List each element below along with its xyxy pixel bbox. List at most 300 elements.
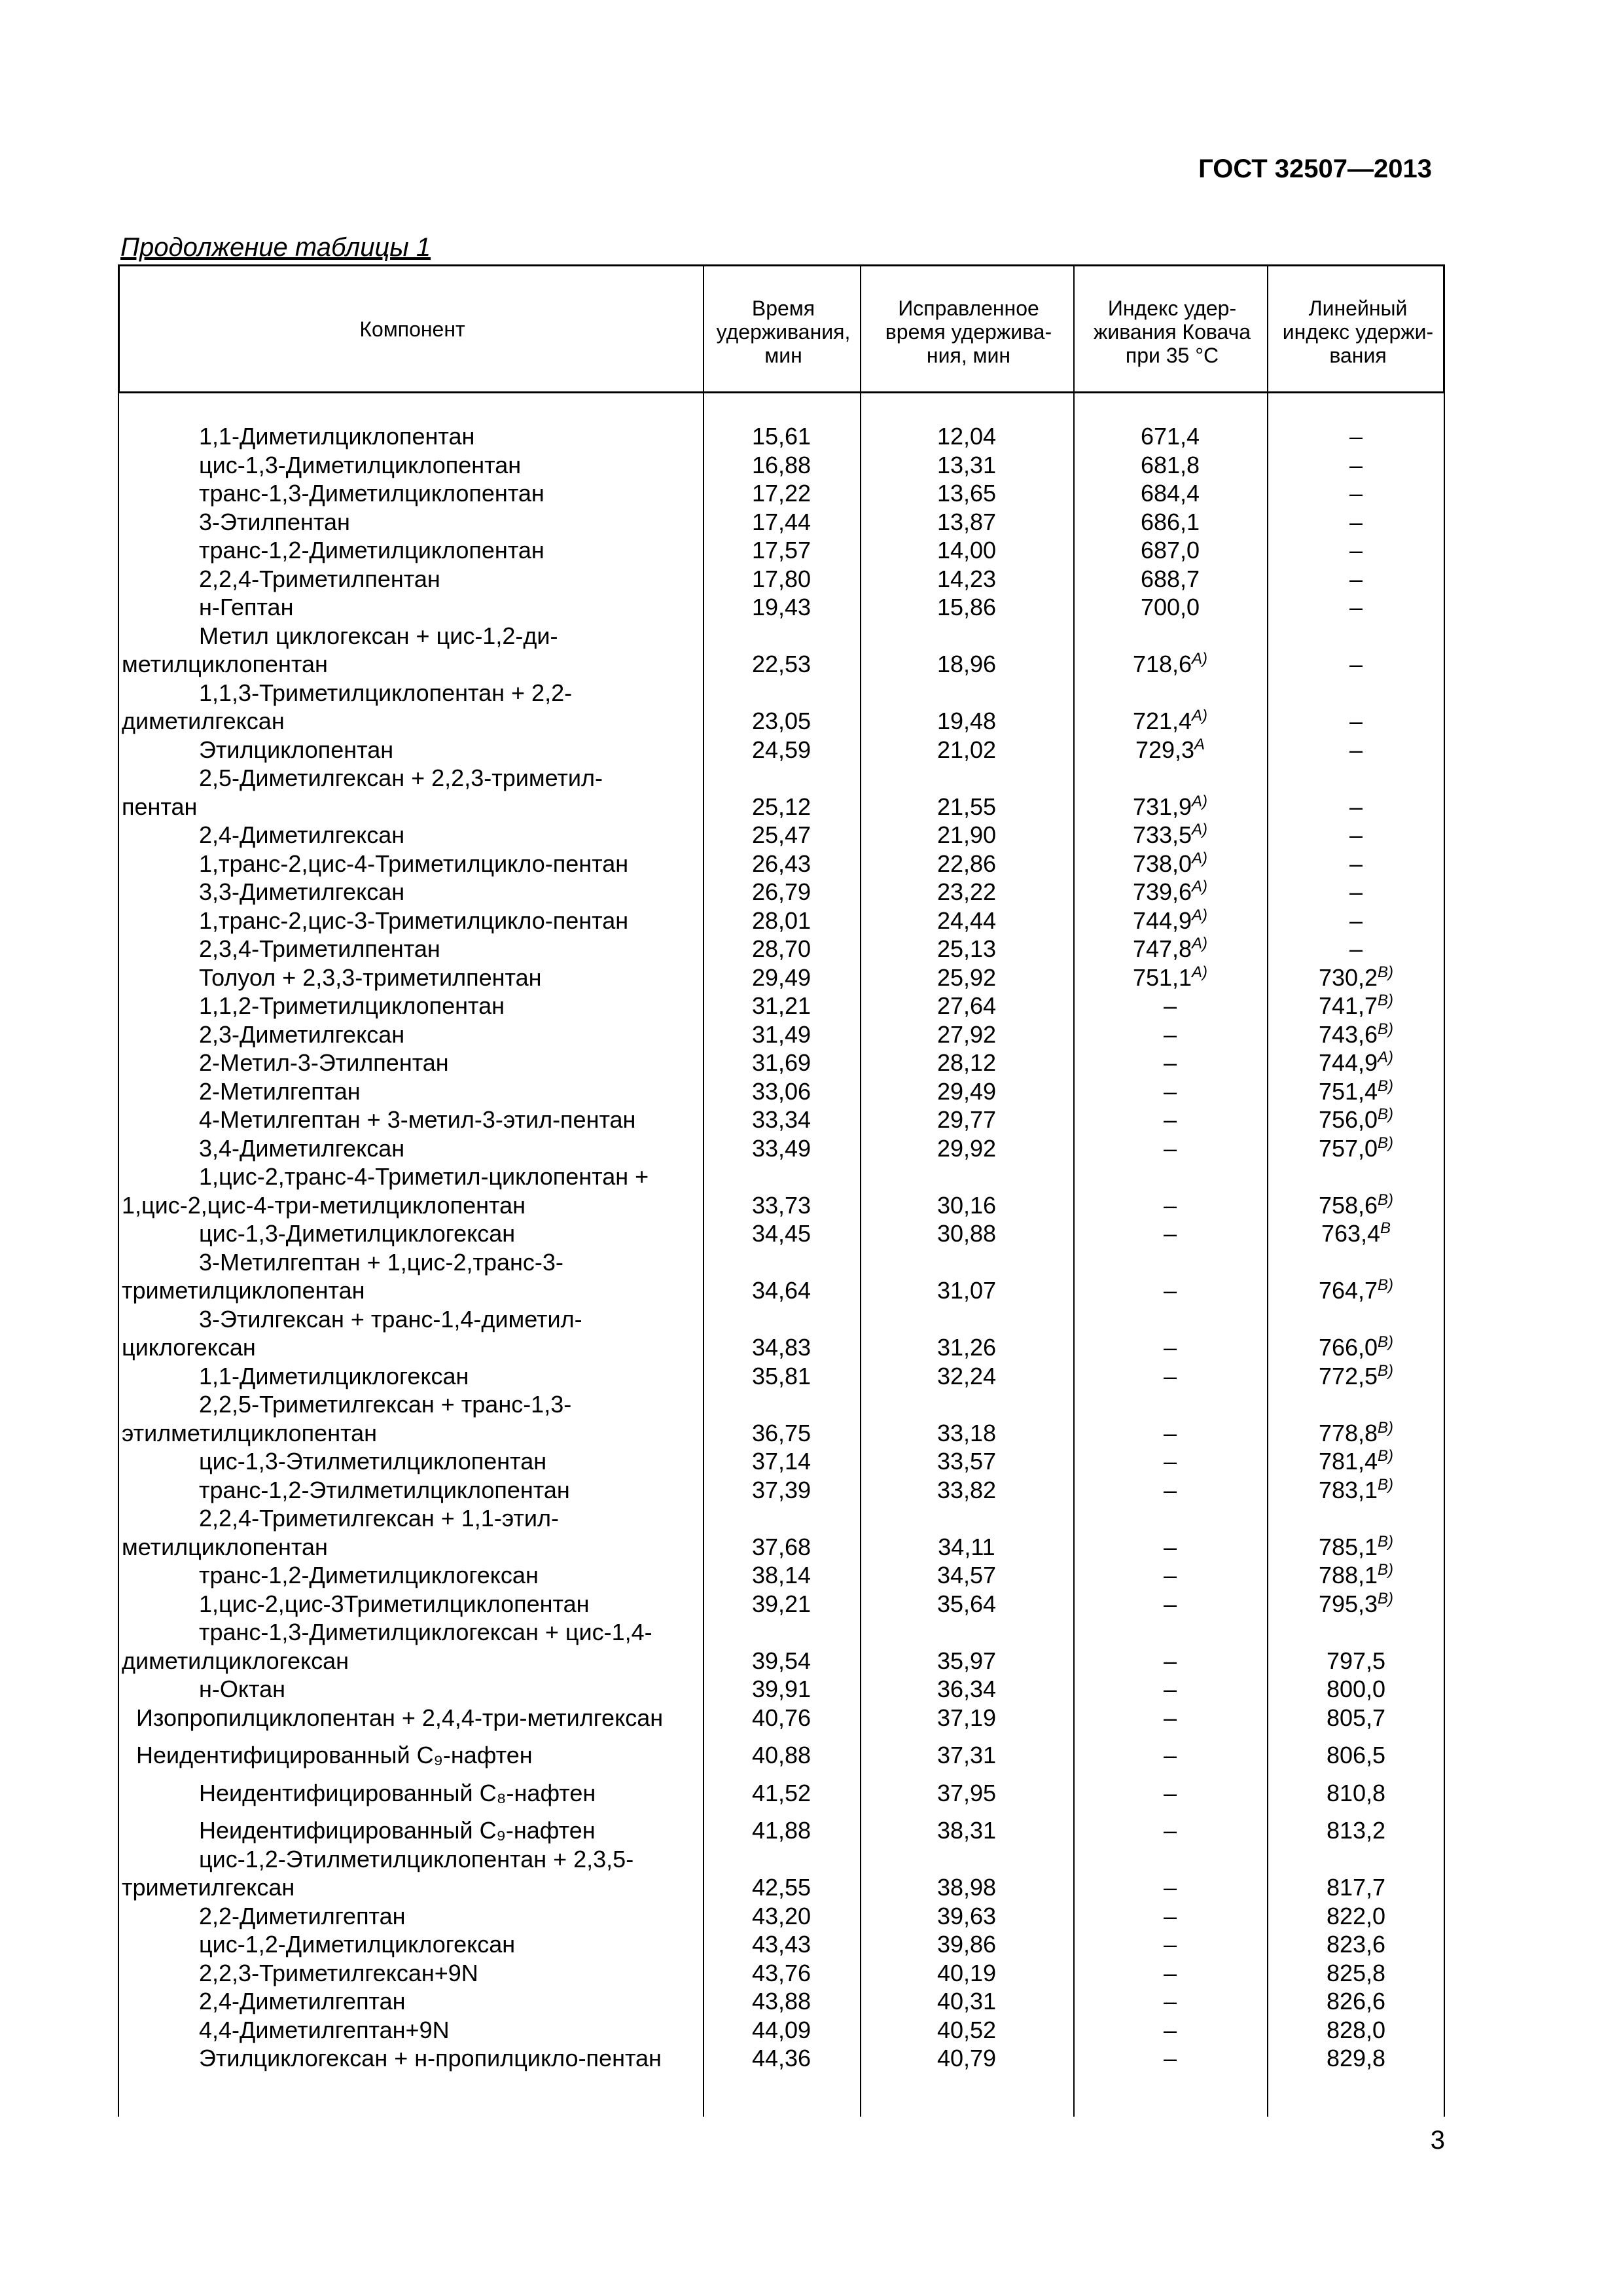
- kovats-index: $744,9^{А)}$: [1132, 906, 1208, 934]
- component-name: 1,1-Диметилциклопентан: [199, 423, 475, 450]
- adjusted-retention-time: 29,49: [936, 1077, 997, 1105]
- table-row: [118, 536, 1445, 565]
- linear-retention-index: 806,5: [1326, 1742, 1386, 1768]
- kovats-index: –: [1163, 1647, 1177, 1674]
- retention-time: 22,53: [751, 651, 812, 677]
- adjusted-retention-time: 32,24: [936, 1362, 997, 1390]
- retention-time: 37,14: [751, 1448, 812, 1475]
- column-header-line: удерживания,: [716, 319, 851, 344]
- component-name: транс-1,2-Диметилциклопентан: [199, 537, 544, 564]
- kovats-index: –: [1163, 1362, 1177, 1390]
- component-name: 2-Метил-3-Этилпентан: [199, 1049, 449, 1076]
- retention-time: 24,59: [751, 736, 812, 763]
- retention-time: 41,52: [751, 1779, 812, 1806]
- retention-time: 19,43: [751, 594, 812, 620]
- kovats-index: –: [1163, 2045, 1177, 2072]
- linear-retention-index: –: [1349, 878, 1363, 905]
- retention-time: 37,39: [751, 1476, 812, 1503]
- component-name: Этилциклопентан: [199, 736, 394, 763]
- footnote-mark: А): [1192, 963, 1208, 981]
- kovats-index: 681,8: [1140, 451, 1200, 478]
- retention-time: 33,06: [751, 1077, 812, 1105]
- component-name: 2,4-Диметилгексан: [199, 821, 405, 848]
- component-name: 1,1-Диметилциклогексан: [199, 1362, 469, 1390]
- table-row: [118, 1105, 1445, 1134]
- adjusted-retention-time: 14,00: [936, 537, 997, 564]
- adjusted-retention-time: 12,04: [936, 423, 997, 450]
- adjusted-retention-time: 29,77: [936, 1106, 997, 1133]
- component-name: транс-1,2-Диметилциклогексан: [199, 1562, 539, 1588]
- column-header-line: мин: [764, 343, 802, 367]
- kovats-index: –: [1163, 1020, 1177, 1048]
- adjusted-retention-time: 37,19: [936, 1704, 997, 1731]
- adjusted-retention-time: 31,07: [936, 1277, 997, 1304]
- component-name: 2,2,4-Триметилпентан: [199, 565, 440, 592]
- retention-time: 26,43: [751, 850, 812, 877]
- retention-time: 28,01: [751, 906, 812, 934]
- column-header-line: индекс удержи-: [1282, 319, 1434, 344]
- component-name: 4,4-Диметилгептан+9N: [199, 2016, 450, 2043]
- retention-time: 43,88: [751, 1988, 812, 2015]
- table-row: [118, 1219, 1445, 1248]
- adjusted-retention-time: 21,55: [936, 793, 997, 820]
- component-name: 3-Этилпентан: [199, 508, 350, 535]
- table-header: [118, 264, 1445, 393]
- footnote-mark: В): [1378, 1361, 1394, 1380]
- retention-time: 34,83: [751, 1334, 812, 1361]
- table-row: [118, 1930, 1445, 1959]
- footnote-mark: В): [1378, 1134, 1394, 1152]
- component-name: 2,2,3-Триметилгексан+9N: [199, 1959, 478, 1986]
- linear-retention-index: $756,0^{В)}$: [1318, 1105, 1394, 1133]
- table-row: [118, 1248, 1445, 1305]
- footnote-mark: В): [1378, 1077, 1394, 1095]
- row-spacer: [118, 1807, 1445, 1816]
- footnote-mark: В): [1378, 1589, 1394, 1607]
- column-header-line: при 35 °С: [1125, 343, 1219, 367]
- component-name: цис-1,2-Этилметилциклопентан + 2,3,5- триметилгексан: [122, 1845, 634, 1901]
- adjusted-retention-time: 35,97: [936, 1647, 997, 1674]
- adjusted-retention-time: 15,86: [936, 594, 997, 620]
- table-caption: Продолжение таблицы 1: [120, 233, 431, 262]
- component-name: 3-Метилгептан + 1,цис-2,транс-3- триметилциклопентан: [122, 1248, 563, 1304]
- component-name: Неидентифицированный С₈-нафтен: [199, 1779, 596, 1806]
- adjusted-retention-time: 39,63: [936, 1902, 997, 1929]
- table-row: [118, 1816, 1445, 1845]
- adjusted-retention-time: 35,64: [936, 1590, 997, 1617]
- table-row: [118, 1020, 1445, 1049]
- table-row: [118, 1779, 1445, 1808]
- adjusted-retention-time: 14,23: [936, 565, 997, 592]
- component-name: 2,3,4-Триметилпентан: [199, 935, 440, 962]
- retention-time: 29,49: [751, 963, 812, 991]
- footnote-mark: В): [1378, 1276, 1394, 1294]
- retention-time: 17,22: [751, 480, 812, 507]
- linear-retention-index: 797,5: [1326, 1647, 1386, 1674]
- kovats-index: –: [1163, 992, 1177, 1019]
- adjusted-retention-time: 31,26: [936, 1334, 997, 1361]
- adjusted-retention-time: 29,92: [936, 1134, 997, 1162]
- adjusted-retention-time: 37,95: [936, 1779, 997, 1806]
- component-name: н-Октан: [199, 1676, 286, 1702]
- table-row: [118, 1476, 1445, 1505]
- kovats-index: –: [1163, 1049, 1177, 1076]
- kovats-index: $739,6^{А)}$: [1132, 878, 1208, 905]
- kovats-index: –: [1163, 1562, 1177, 1588]
- linear-retention-index: –: [1349, 708, 1363, 734]
- component-name: 1,цис-2,транс-4-Триметил-циклопентан + 1,цис-2,цис-4-три-метилциклопентан: [122, 1163, 649, 1219]
- adjusted-retention-time: 33,18: [936, 1419, 997, 1446]
- kovats-index: $747,8^{А)}$: [1132, 935, 1208, 962]
- linear-retention-index: $758,6^{В)}$: [1318, 1191, 1394, 1219]
- footnote-mark: В): [1378, 1418, 1394, 1437]
- kovats-index: –: [1163, 1742, 1177, 1768]
- retention-time: 33,34: [751, 1106, 812, 1133]
- table-row: [118, 1504, 1445, 1561]
- component-name: цис-1,3-Диметилциклогексан: [199, 1220, 516, 1247]
- adjusted-retention-time: 30,88: [936, 1220, 997, 1247]
- adjusted-retention-time: 13,87: [936, 508, 997, 535]
- component-name: 2,5-Диметилгексан + 2,2,3-триметил- пентан: [122, 764, 603, 820]
- adjusted-retention-time: 13,65: [936, 480, 997, 507]
- linear-retention-index: 829,8: [1326, 2045, 1386, 2072]
- adjusted-retention-time: 24,44: [936, 906, 997, 934]
- linear-retention-index: $741,7^{В)}$: [1318, 992, 1394, 1019]
- table-row: [118, 2016, 1445, 2045]
- table-row: [118, 1162, 1445, 1219]
- linear-retention-index: $730,2^{В)}$: [1318, 963, 1394, 991]
- data-table: [118, 264, 1445, 2073]
- linear-retention-index: –: [1349, 651, 1363, 677]
- component-name: 2,2,5-Триметилгексан + транс-1,3- этилметилциклопентан: [122, 1391, 572, 1446]
- table-row: [118, 1049, 1445, 1077]
- table-row: [118, 1561, 1445, 1590]
- kovats-index: –: [1163, 1931, 1177, 1958]
- table-row: [118, 1741, 1445, 1770]
- column-header-line: время удержива-: [885, 319, 1052, 344]
- linear-retention-index: $751,4^{В)}$: [1318, 1077, 1394, 1105]
- linear-retention-index: $795,3^{В)}$: [1318, 1589, 1394, 1617]
- component-name: Толуол + 2,3,3-триметилпентан: [199, 963, 542, 991]
- linear-retention-index: 825,8: [1326, 1959, 1386, 1986]
- column-header-line: вания: [1329, 343, 1387, 367]
- table-row: [118, 508, 1445, 537]
- linear-retention-index: 813,2: [1326, 1817, 1386, 1844]
- adjusted-retention-time: 33,82: [936, 1476, 997, 1503]
- table-row: [118, 1590, 1445, 1619]
- linear-retention-index: $772,5^{В)}$: [1318, 1361, 1394, 1390]
- column-header-line: Линейный: [1308, 296, 1408, 320]
- adjusted-retention-time: 13,31: [936, 451, 997, 478]
- kovats-index: $718,6^{А)}$: [1132, 650, 1208, 677]
- table-row: [118, 764, 1445, 821]
- kovats-index: 684,4: [1140, 480, 1200, 507]
- retention-time: 43,20: [751, 1902, 812, 1929]
- retention-time: 41,88: [751, 1817, 812, 1844]
- kovats-index: –: [1163, 1704, 1177, 1731]
- footnote-mark: В): [1378, 1191, 1394, 1209]
- linear-retention-index: $785,1^{В)}$: [1318, 1532, 1394, 1560]
- kovats-index: –: [1163, 1277, 1177, 1304]
- retention-time: 15,61: [751, 423, 812, 450]
- component-name: Этилциклогексан + н-пропилцикло-пентан: [199, 2045, 662, 2072]
- kovats-index: –: [1163, 1334, 1177, 1361]
- kovats-index: $729,3^А$: [1135, 735, 1205, 763]
- retention-time: 17,80: [751, 565, 812, 592]
- retention-time: 33,49: [751, 1134, 812, 1162]
- footnote-mark: В): [1378, 1020, 1394, 1038]
- footnote-mark: А): [1192, 792, 1208, 810]
- footnote-mark: А): [1192, 878, 1208, 895]
- table-row: [118, 1134, 1445, 1163]
- retention-time: 39,91: [751, 1676, 812, 1702]
- component-name: транс-1,2-Этилметилциклопентан: [199, 1476, 570, 1503]
- retention-time: 44,36: [751, 2045, 812, 2072]
- adjusted-retention-time: 27,64: [936, 992, 997, 1019]
- linear-retention-index: –: [1349, 850, 1363, 877]
- retention-time: 31,21: [751, 992, 812, 1019]
- retention-time: 26,79: [751, 878, 812, 905]
- table-row: [118, 679, 1445, 736]
- adjusted-retention-time: 36,34: [936, 1676, 997, 1702]
- footnote-mark: А): [1192, 849, 1208, 867]
- component-name: цис-1,3-Этилметилциклопентан: [199, 1448, 547, 1475]
- retention-time: 33,73: [751, 1191, 812, 1219]
- retention-time: 34,45: [751, 1220, 812, 1247]
- linear-retention-index: 828,0: [1326, 2016, 1386, 2043]
- table-row: [118, 1390, 1445, 1447]
- document-code: ГОСТ 32507—2013: [1198, 154, 1432, 183]
- kovats-index: –: [1163, 1134, 1177, 1162]
- kovats-index: –: [1163, 1476, 1177, 1503]
- adjusted-retention-time: 39,86: [936, 1931, 997, 1958]
- table-row: [118, 1845, 1445, 1902]
- retention-time: 17,44: [751, 508, 812, 535]
- adjusted-retention-time: 33,57: [936, 1448, 997, 1475]
- kovats-index: –: [1163, 1448, 1177, 1475]
- linear-retention-index: 817,7: [1326, 1874, 1386, 1901]
- component-name: 2,2-Диметилгептан: [199, 1902, 406, 1929]
- table-row: [118, 422, 1445, 451]
- kovats-index: 687,0: [1140, 537, 1200, 564]
- retention-time: 39,54: [751, 1647, 812, 1674]
- retention-time: 39,21: [751, 1590, 812, 1617]
- retention-time: 42,55: [751, 1874, 812, 1901]
- component-name: 2,4-Диметилгептан: [199, 1988, 406, 2015]
- linear-retention-index: –: [1349, 935, 1363, 962]
- kovats-index: –: [1163, 1902, 1177, 1929]
- component-name: Неидентифицированный С₉-нафтен: [136, 1742, 533, 1768]
- footnote-mark: А): [1192, 821, 1208, 838]
- retention-time: 25,12: [751, 793, 812, 820]
- linear-retention-index: $788,1^{В)}$: [1318, 1561, 1394, 1588]
- component-name: Изопропилциклопентан + 2,4,4-три-метилгексан: [136, 1704, 664, 1731]
- component-name: 2,2,4-Триметилгексан + 1,1-этил- метилциклопентан: [122, 1505, 559, 1560]
- row-spacer: [118, 1770, 1445, 1779]
- component-name: 3,3-Диметилгексан: [199, 878, 405, 905]
- retention-time: 43,43: [751, 1931, 812, 1958]
- table-row: [118, 935, 1445, 963]
- table-row: [118, 1987, 1445, 2016]
- footnote-mark: А): [1192, 650, 1208, 668]
- kovats-index: –: [1163, 1106, 1177, 1133]
- component-name: транс-1,3-Диметилциклогексан + цис-1,4- диметилциклогексан: [122, 1619, 652, 1674]
- linear-retention-index: –: [1349, 508, 1363, 535]
- kovats-index: –: [1163, 1874, 1177, 1901]
- kovats-index: 671,4: [1140, 423, 1200, 450]
- linear-retention-index: 822,0: [1326, 1902, 1386, 1929]
- linear-retention-index: –: [1349, 821, 1363, 848]
- component-name: транс-1,3-Диметилциклопентан: [199, 480, 544, 507]
- kovats-index: $721,4^{А)}$: [1132, 707, 1208, 734]
- table-row: [118, 1959, 1445, 1988]
- kovats-index: –: [1163, 1817, 1177, 1844]
- table-row: [118, 1077, 1445, 1106]
- adjusted-retention-time: 25,92: [936, 963, 997, 991]
- retention-time: 31,49: [751, 1020, 812, 1048]
- footnote-mark: А: [1194, 735, 1205, 753]
- component-name: 1,цис-2,цис-3Триметилциклопентан: [199, 1590, 590, 1617]
- adjusted-retention-time: 40,79: [936, 2045, 997, 2072]
- linear-retention-index: $778,8^{В)}$: [1318, 1418, 1394, 1446]
- table-row: [118, 1362, 1445, 1391]
- linear-retention-index: $766,0^{В)}$: [1318, 1333, 1394, 1361]
- component-name: 4-Метилгептан + 3-метил-3-этил-пентан: [199, 1106, 636, 1133]
- table-row: [118, 963, 1445, 992]
- linear-retention-index: 810,8: [1326, 1779, 1386, 1806]
- column-header-line: Исправленное: [898, 296, 1039, 320]
- adjusted-retention-time: 28,12: [936, 1049, 997, 1076]
- component-name: 1,транс-2,цис-3-Триметилцикло-пентан: [199, 906, 629, 934]
- kovats-index: –: [1163, 1779, 1177, 1806]
- adjusted-retention-time: 23,22: [936, 878, 997, 905]
- retention-time: 40,76: [751, 1704, 812, 1731]
- adjusted-retention-time: 30,16: [936, 1191, 997, 1219]
- retention-time: 44,09: [751, 2016, 812, 2043]
- kovats-index: 700,0: [1140, 594, 1200, 620]
- component-name: 1,1,3-Триметилциклопентан + 2,2- диметилгексан: [122, 679, 573, 734]
- kovats-index: –: [1163, 1533, 1177, 1560]
- kovats-index: –: [1163, 1959, 1177, 1986]
- table-row: [118, 1618, 1445, 1675]
- table-body: [118, 393, 1445, 2073]
- component-name: цис-1,3-Диметилциклопентан: [199, 451, 522, 478]
- footnote-mark: А): [1192, 935, 1208, 952]
- table-row: [118, 850, 1445, 878]
- kovats-index: $731,9^{А)}$: [1132, 792, 1208, 820]
- footnote-mark: В): [1378, 992, 1394, 1009]
- component-name: 1,транс-2,цис-4-Триметилцикло-пентан: [199, 850, 629, 877]
- kovats-index: 688,7: [1140, 565, 1200, 592]
- component-name: 2-Метилгептан: [199, 1077, 361, 1105]
- kovats-index: –: [1163, 2016, 1177, 2043]
- kovats-index: $751,1^{А)}$: [1132, 963, 1208, 991]
- table-row: [118, 565, 1445, 594]
- column-header-line: Индекс удер-: [1107, 296, 1237, 320]
- adjusted-retention-time: 40,19: [936, 1959, 997, 1986]
- adjusted-retention-time: 21,02: [936, 736, 997, 763]
- footnote-mark: В): [1378, 1532, 1394, 1551]
- linear-retention-index: $763,4^В$: [1321, 1219, 1391, 1247]
- linear-retention-index: $764,7^{В)}$: [1318, 1276, 1394, 1304]
- column-header-adjusted-time: [862, 266, 1075, 391]
- footnote-mark: А): [1192, 707, 1208, 725]
- kovats-index: –: [1163, 1988, 1177, 2015]
- retention-time: 34,64: [751, 1277, 812, 1304]
- footnote-mark: В): [1378, 963, 1394, 981]
- kovats-index: –: [1163, 1419, 1177, 1446]
- linear-retention-index: $783,1^{В)}$: [1318, 1475, 1394, 1503]
- table-row: [118, 1447, 1445, 1476]
- table-row: [118, 992, 1445, 1020]
- adjusted-retention-time: 25,13: [936, 935, 997, 962]
- kovats-index: $738,0^{А)}$: [1132, 849, 1208, 877]
- footnote-mark: А): [1378, 1049, 1394, 1066]
- linear-retention-index: $757,0^{В)}$: [1318, 1134, 1394, 1162]
- table-row: [118, 479, 1445, 508]
- table-row: [118, 2044, 1445, 2073]
- adjusted-retention-time: 18,96: [936, 651, 997, 677]
- column-header-line: Компонент: [359, 317, 465, 341]
- linear-retention-index: $781,4^{В)}$: [1318, 1447, 1394, 1475]
- row-spacer: [118, 1732, 1445, 1741]
- table-row: [118, 1675, 1445, 1704]
- adjusted-retention-time: 38,31: [936, 1817, 997, 1844]
- column-header-line: ния, мин: [926, 343, 1011, 367]
- column-header-linear-index: [1269, 266, 1447, 391]
- retention-time: 16,88: [751, 451, 812, 478]
- linear-retention-index: $743,6^{В)}$: [1318, 1020, 1394, 1048]
- table-row: [118, 451, 1445, 480]
- retention-time: 28,70: [751, 935, 812, 962]
- linear-retention-index: 805,7: [1326, 1704, 1386, 1731]
- linear-retention-index: –: [1349, 594, 1363, 620]
- linear-retention-index: 826,6: [1326, 1988, 1386, 2015]
- table-row: [118, 736, 1445, 764]
- retention-time: 17,57: [751, 537, 812, 564]
- adjusted-retention-time: 40,31: [936, 1988, 997, 2015]
- kovats-index: –: [1163, 1590, 1177, 1617]
- component-name: Неидентифицированный С₉-нафтен: [199, 1817, 596, 1844]
- footnote-mark: В): [1378, 1475, 1394, 1494]
- component-name: 2,3-Диметилгексан: [199, 1020, 405, 1048]
- table-row: [118, 1305, 1445, 1362]
- footnote-mark: В): [1378, 1447, 1394, 1465]
- retention-time: 23,05: [751, 708, 812, 734]
- column-header-component: [120, 266, 705, 391]
- kovats-index: –: [1163, 1077, 1177, 1105]
- kovats-index: –: [1163, 1220, 1177, 1247]
- retention-time: 40,88: [751, 1742, 812, 1768]
- column-header-retention-time: [705, 266, 862, 391]
- table-row: [118, 593, 1445, 622]
- adjusted-retention-time: 21,90: [936, 821, 997, 848]
- retention-time: 35,81: [751, 1362, 812, 1390]
- linear-retention-index: –: [1349, 793, 1363, 820]
- retention-time: 37,68: [751, 1533, 812, 1560]
- kovats-index: $733,5^{А)}$: [1132, 821, 1208, 848]
- kovats-index: 686,1: [1140, 508, 1200, 535]
- adjusted-retention-time: 38,98: [936, 1874, 997, 1901]
- kovats-index: –: [1163, 1191, 1177, 1219]
- component-name: цис-1,2-Диметилциклогексан: [199, 1931, 516, 1958]
- linear-retention-index: –: [1349, 565, 1363, 592]
- linear-retention-index: –: [1349, 480, 1363, 507]
- retention-time: 31,69: [751, 1049, 812, 1076]
- linear-retention-index: –: [1349, 451, 1363, 478]
- footnote-mark: А): [1192, 906, 1208, 924]
- page-number: 3: [1430, 2126, 1445, 2155]
